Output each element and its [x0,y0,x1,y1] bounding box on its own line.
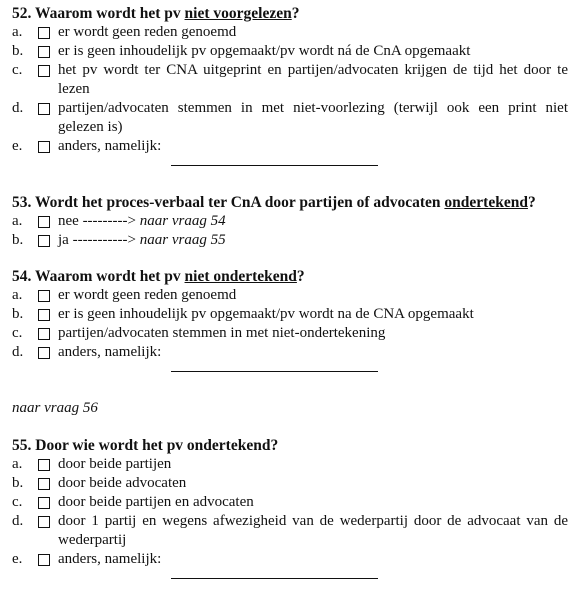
q54-answer-line[interactable] [171,370,378,372]
q54-option-a[interactable]: a. er wordt geen reden genoemd [12,287,237,303]
q52-option-d[interactable]: d. partijen/advocaten stemmen in met niet-voorlezing (terwijl ook een print niet gelezen is) [12,100,568,135]
checkbox[interactable] [38,216,50,228]
question-53-title: 53. Wordt het proces-verbaal ter CnA door partijen of advocaten ondertekend? [12,194,536,211]
q55-option-d[interactable]: d. door 1 partij en wegens afwezigheid van de wederpartij door de advocaat van de wederpartij [12,513,568,548]
checkbox[interactable] [38,309,50,321]
q54-option-b[interactable]: b. er is geen inhoudelijk pv opgemaakt/pv wordt na de CNA opgemaakt [12,306,474,322]
checkbox[interactable] [38,328,50,340]
q52-option-e[interactable]: e. anders, namelijk: [12,138,162,154]
q53-option-b[interactable]: b. ja -----------> naar vraag 55 [12,232,226,248]
question-54-title: 54. Waarom wordt het pv niet ondertekend? [12,268,305,285]
checkbox[interactable] [38,141,50,153]
q55-option-b[interactable]: b. door beide advocaten [12,475,187,491]
q54-option-c[interactable]: c. partijen/advocaten stemmen in met niet-ondertekening [12,325,386,341]
q54-option-d[interactable]: d. anders, namelijk: [12,344,162,360]
q55-option-c[interactable]: c. door beide partijen en advocaten [12,494,254,510]
checkbox[interactable] [38,46,50,58]
checkbox[interactable] [38,459,50,471]
question-54 [12,267,568,372]
q52-option-a[interactable]: a. er wordt geen reden genoemd [12,24,237,40]
q55-option-a[interactable]: a. door beide partijen [12,456,172,472]
question-53 [12,193,568,250]
q52-option-c[interactable]: c. het pv wordt ter CNA uitgeprint en partijen/advocaten krijgen de tijd het door te lezen [12,62,568,97]
checkbox[interactable] [38,290,50,302]
checkbox[interactable] [38,478,50,490]
checkbox[interactable] [38,347,50,359]
checkbox[interactable] [38,27,50,39]
q55-option-e[interactable]: e. anders, namelijk: [12,551,162,567]
checkbox[interactable] [38,65,50,77]
q52-answer-line[interactable] [171,164,378,166]
checkbox[interactable] [38,516,50,528]
checkbox[interactable] [38,554,50,566]
question-52 [12,4,568,166]
q55-answer-line[interactable] [171,577,378,579]
checkbox[interactable] [38,235,50,247]
checkbox[interactable] [38,497,50,509]
route-note-56: naar vraag 56 [12,400,98,416]
question-55 [12,436,568,579]
question-52-title: 52. Waarom wordt het pv niet voorgelezen? [12,5,300,22]
question-55-title: 55. Door wie wordt het pv ondertekend? [12,437,279,454]
q53-option-a[interactable]: a. nee ---------> naar vraag 54 [12,213,226,229]
q52-option-b[interactable]: b. er is geen inhoudelijk pv opgemaakt/pv wordt ná de CnA opgemaakt [12,43,471,59]
checkbox[interactable] [38,103,50,115]
